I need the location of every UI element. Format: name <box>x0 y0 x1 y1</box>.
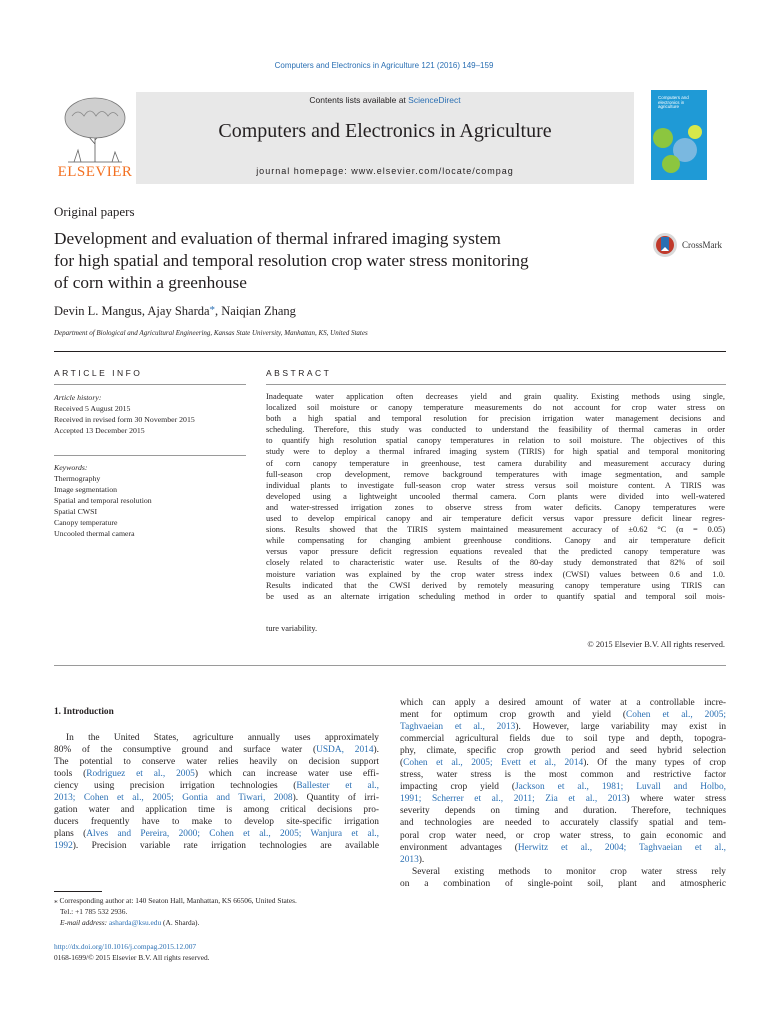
text-run: ) which can increase water use effi- <box>194 769 379 780</box>
history-item: Accepted 13 December 2015 <box>54 426 145 435</box>
abstract-copyright: © 2015 Elsevier B.V. All rights reserved. <box>587 640 725 649</box>
text-line <box>400 805 726 817</box>
divider <box>54 455 246 456</box>
text-run: Several existing methods to monitor crop water stress rely <box>412 866 726 877</box>
text-run: ). Of the many types of crop <box>583 758 726 769</box>
abstract-line: versus vapor pressure deficit regression equations revealed that the predicted canopy temperature was <box>266 547 725 557</box>
keyword: Canopy temperature <box>54 518 118 527</box>
text-run: ( <box>400 758 404 769</box>
crossmark-label: CrossMark <box>682 240 722 250</box>
abstract-line: developed using a lightweight uncooled thermal camera. Corn plants were divided into well-watered <box>266 491 725 501</box>
keyword: Image segmentation <box>54 485 118 494</box>
text-run: ). <box>418 854 425 865</box>
title-line: Development and evaluation of thermal infrared imaging system <box>54 229 501 248</box>
email-label: E-mail address: <box>60 918 109 927</box>
text-line <box>400 709 726 721</box>
affiliation: Department of Biological and Agricultural Engineering, Kansas State University, Manhattan, KS, United States <box>54 329 368 337</box>
journal-citation[interactable]: Computers and Electronics in Agriculture 121 (2016) 149–159 <box>274 61 494 70</box>
sciencedirect-link[interactable]: ScienceDirect <box>408 95 461 105</box>
history-item: Received 5 August 2015 <box>54 404 131 413</box>
abstract-line: used to develop empirical canopy and air temperature deficit versus vapor pressure deficit linear regres- <box>266 514 725 524</box>
crossmark-icon <box>652 231 678 259</box>
text-line <box>400 757 726 769</box>
article-title <box>54 228 624 294</box>
footnote <box>54 895 384 928</box>
text-line <box>54 792 379 804</box>
text-run: which can apply a desired amount of water at a controllable incre- <box>400 698 726 708</box>
contents-prefix: Contents lists available at <box>309 95 409 105</box>
reference-link[interactable]: Alves and Pereira, 2000; Cohen et al., 2005; Wanjura et al., <box>86 829 379 840</box>
abstract-line: and water-stressed irrigation zones to observe stress from water deficits. Canopy temperatures were <box>266 502 725 512</box>
abstract-line: be used as an alternate irrigation scheduling method in order to quantify spatial and temporal soil mois- <box>266 591 725 601</box>
reference-link[interactable]: Ballester et al., <box>296 781 379 792</box>
abstract-line: Inadequate water application often decreases yield and grain quality. Existing methods using single, <box>266 392 725 401</box>
text-line <box>400 697 726 709</box>
text-run: ). However, large variability may exist in <box>515 722 726 733</box>
authors-first: Devin L. Mangus, Ajay Sharda <box>54 304 210 318</box>
text-run: gation water and application time is among critical decisions pro- <box>54 805 379 816</box>
text-run: stress, water stress is the most common and restrictive factor <box>400 770 726 781</box>
text-line <box>54 756 379 768</box>
title-line: for high spatial and temporal resolution crop water stress monitoring <box>54 251 529 270</box>
email-link[interactable]: asharda@ksu.edu <box>109 918 162 927</box>
abstract-line: Results indicated that the CWSI derived by remotely measuring canopy temperature using TIRIS can <box>266 580 725 590</box>
telephone: Tel.: +1 785 532 2936. <box>60 907 128 916</box>
text-line <box>400 721 726 733</box>
text-run: plans ( <box>54 829 87 840</box>
text-line <box>54 780 379 792</box>
abstract-line: individual plants to investigate full-season crop water stress versus soil moisture content. A TIRIS was <box>266 480 725 490</box>
reference-link[interactable]: 1992 <box>54 841 73 852</box>
abstract-line: to quantify high resolution spatial canopy temperatures in relation to soil moisture. The objectives of this <box>266 436 725 446</box>
abstract-line: closely related to characteristic water use. Results of the 80-day study demonstrated that 82% of soil <box>266 558 725 568</box>
text-run: In the United States, agriculture annually uses approximately <box>66 733 379 743</box>
text-run: poral crop water need, or crop water stress, to gain economic and <box>400 830 726 841</box>
keyword: Thermography <box>54 474 101 483</box>
abstract-line: full-season crop development, remove background temperatures with image segmentation, and sample <box>266 469 725 479</box>
reference-link[interactable]: Cohen et al., 2005; Evett et al., 2014 <box>403 758 584 769</box>
keyword: Spatial CWSI <box>54 507 98 516</box>
reference-link[interactable]: 2013; Cohen et al., 2005; Gontia and Tiwari, 2008 <box>54 793 293 804</box>
text-run: commercial agricultural fields due to soil type and depth, topogra- <box>400 734 726 745</box>
text-line <box>400 817 726 829</box>
abstract-heading: ABSTRACT <box>266 368 332 378</box>
text-run: tools ( <box>54 769 87 780</box>
abstract-line: localized soil moisture or canopy temperature measurements do not account for crop water stress on <box>266 403 725 413</box>
doi-block <box>54 941 384 963</box>
abstract-line: sions. Results showed that the TIRIS system maintained measurement accuracy of ±0.62 °C (α = 0.05) <box>266 525 725 535</box>
text-line <box>400 866 726 878</box>
text-line <box>54 732 379 744</box>
text-run: impacting crop yield ( <box>400 782 515 793</box>
divider <box>54 665 726 666</box>
reference-link[interactable]: Cohen et al., 2005; <box>626 710 726 721</box>
crossmark-badge[interactable] <box>652 231 742 259</box>
reference-link[interactable]: USDA, 2014 <box>316 745 374 756</box>
text-line <box>400 769 726 781</box>
keyword: Uncooled thermal camera <box>54 529 135 538</box>
text-run: ). Quantity of irri- <box>292 793 379 804</box>
abstract-line: both a high spatial and temporal resolution for precision irrigation water management decisions and <box>266 414 725 424</box>
intro-right-column <box>400 697 726 890</box>
text-line <box>400 745 726 757</box>
authors-last: , Naiqian Zhang <box>215 304 296 318</box>
text-run: phy, climate, specific crop growth period and seed hybrid selection <box>400 746 726 757</box>
footnote-divider <box>54 891 102 892</box>
text-run: severity depends on timing and duration. Therefore, techniques <box>400 806 726 817</box>
abstract-body <box>266 391 725 602</box>
abstract-line: scheduling. Therefore, this study was conducted to understand the feasibility of thermal cameras in order <box>266 425 725 435</box>
cover-artwork-icon <box>651 120 707 180</box>
reference-link[interactable]: Jackson et al., 1981; Luvall and Holbo, <box>515 782 726 793</box>
abstract-last-line: ture variability. <box>266 624 318 633</box>
title-line: of corn within a greenhouse <box>54 273 247 292</box>
cover-title: Computers and electronics in agriculture <box>658 95 689 110</box>
tree-icon <box>58 94 132 164</box>
email-suffix: (A. Sharda). <box>161 918 200 927</box>
text-run: ) where water stress <box>626 794 726 805</box>
reference-link[interactable]: 2013 <box>400 854 419 865</box>
text-run: environment advantages ( <box>400 842 518 853</box>
history-item: Received in revised form 30 November 2015 <box>54 415 195 424</box>
elsevier-logo[interactable] <box>54 92 136 184</box>
divider <box>54 384 246 385</box>
text-run: ment for optimum crop growth and yield ( <box>400 710 627 721</box>
reference-link[interactable]: 1991; Scherrer et al., 2011; Zia et al., 2013 <box>400 794 627 805</box>
corresponding-author-mark[interactable]: * <box>209 304 216 316</box>
text-run: on a combination of single-point soil, plant and atmospheric <box>400 878 726 889</box>
article-info-heading: ARTICLE INFO <box>54 368 143 378</box>
reference-link[interactable]: Taghvaeian et al., 2013 <box>400 722 516 733</box>
text-line <box>400 793 726 805</box>
text-line <box>400 830 726 842</box>
author-list <box>54 304 296 319</box>
keywords-label: Keywords: <box>54 463 88 472</box>
keyword: Spatial and temporal resolution <box>54 496 152 505</box>
corresponding-note: ⁎ Corresponding author at: 140 Seaton Hall, Manhattan, KS 66506, United States. <box>54 896 297 905</box>
journal-name: Computers and Electronics in Agriculture <box>218 120 552 142</box>
text-run: ). <box>373 745 379 756</box>
history-label: Article history: <box>54 393 102 402</box>
text-run: ducers frequently have to make to develop site-specific irrigation <box>54 817 379 828</box>
introduction-heading: 1. Introduction <box>54 707 114 717</box>
text-line <box>400 842 726 854</box>
text-line <box>400 781 726 793</box>
text-line <box>400 854 726 866</box>
abstract-line: moisture variation was explained by the crop water stress index (CWSI) values between 0.6 and 1.0. <box>266 569 725 579</box>
divider <box>266 384 726 385</box>
journal-cover[interactable] <box>651 90 707 180</box>
text-line <box>54 840 379 852</box>
text-run: The potential to conserve water relies heavily on decision support <box>54 757 379 768</box>
issn-line: 0168-1699/© 2015 Elsevier B.V. All rights reserved. <box>54 953 210 962</box>
text-run: ). Precision variable rate irrigation technologies are available <box>72 841 379 852</box>
abstract-line: while compensating for changing ambient greenhouse conditions. Canopy and air temperature deficit <box>266 536 725 546</box>
publisher-name: ELSEVIER <box>57 164 133 180</box>
doi-link[interactable]: http://dx.doi.org/10.1016/j.compag.2015.12.007 <box>54 942 197 951</box>
reference-link[interactable]: Herwitz et al., 2004; Taghvaeian et al., <box>517 842 726 853</box>
article-history <box>54 392 254 436</box>
text-line <box>54 804 379 816</box>
text-line <box>54 816 379 828</box>
text-line <box>54 828 379 840</box>
text-run: ciency using precision irrigation technologies ( <box>54 781 297 792</box>
text-line <box>54 744 379 756</box>
reference-link[interactable]: Rodriguez et al., 2005 <box>86 769 195 780</box>
text-run: and technologies are needed to accurately classify spatial and tem- <box>400 818 726 829</box>
abstract-line: of corn canopy temperature in greenhouse, test camera durability and measurement accuracy during <box>266 458 725 468</box>
journal-homepage-link[interactable]: journal homepage: www.elsevier.com/locate/compag <box>256 166 514 176</box>
text-line <box>400 733 726 745</box>
section-label: Original papers <box>54 204 135 219</box>
text-run: 80% of the consumptive ground and surface water ( <box>54 745 317 756</box>
abstract-line: study were to deploy a thermal infrared imaging system (TIRIS) for high spatial and temporal monitoring <box>266 447 725 457</box>
keywords <box>54 462 254 539</box>
text-line <box>400 878 726 890</box>
contents-line <box>136 95 634 105</box>
text-line <box>54 768 379 780</box>
intro-left-column <box>54 732 379 852</box>
divider <box>54 351 726 352</box>
